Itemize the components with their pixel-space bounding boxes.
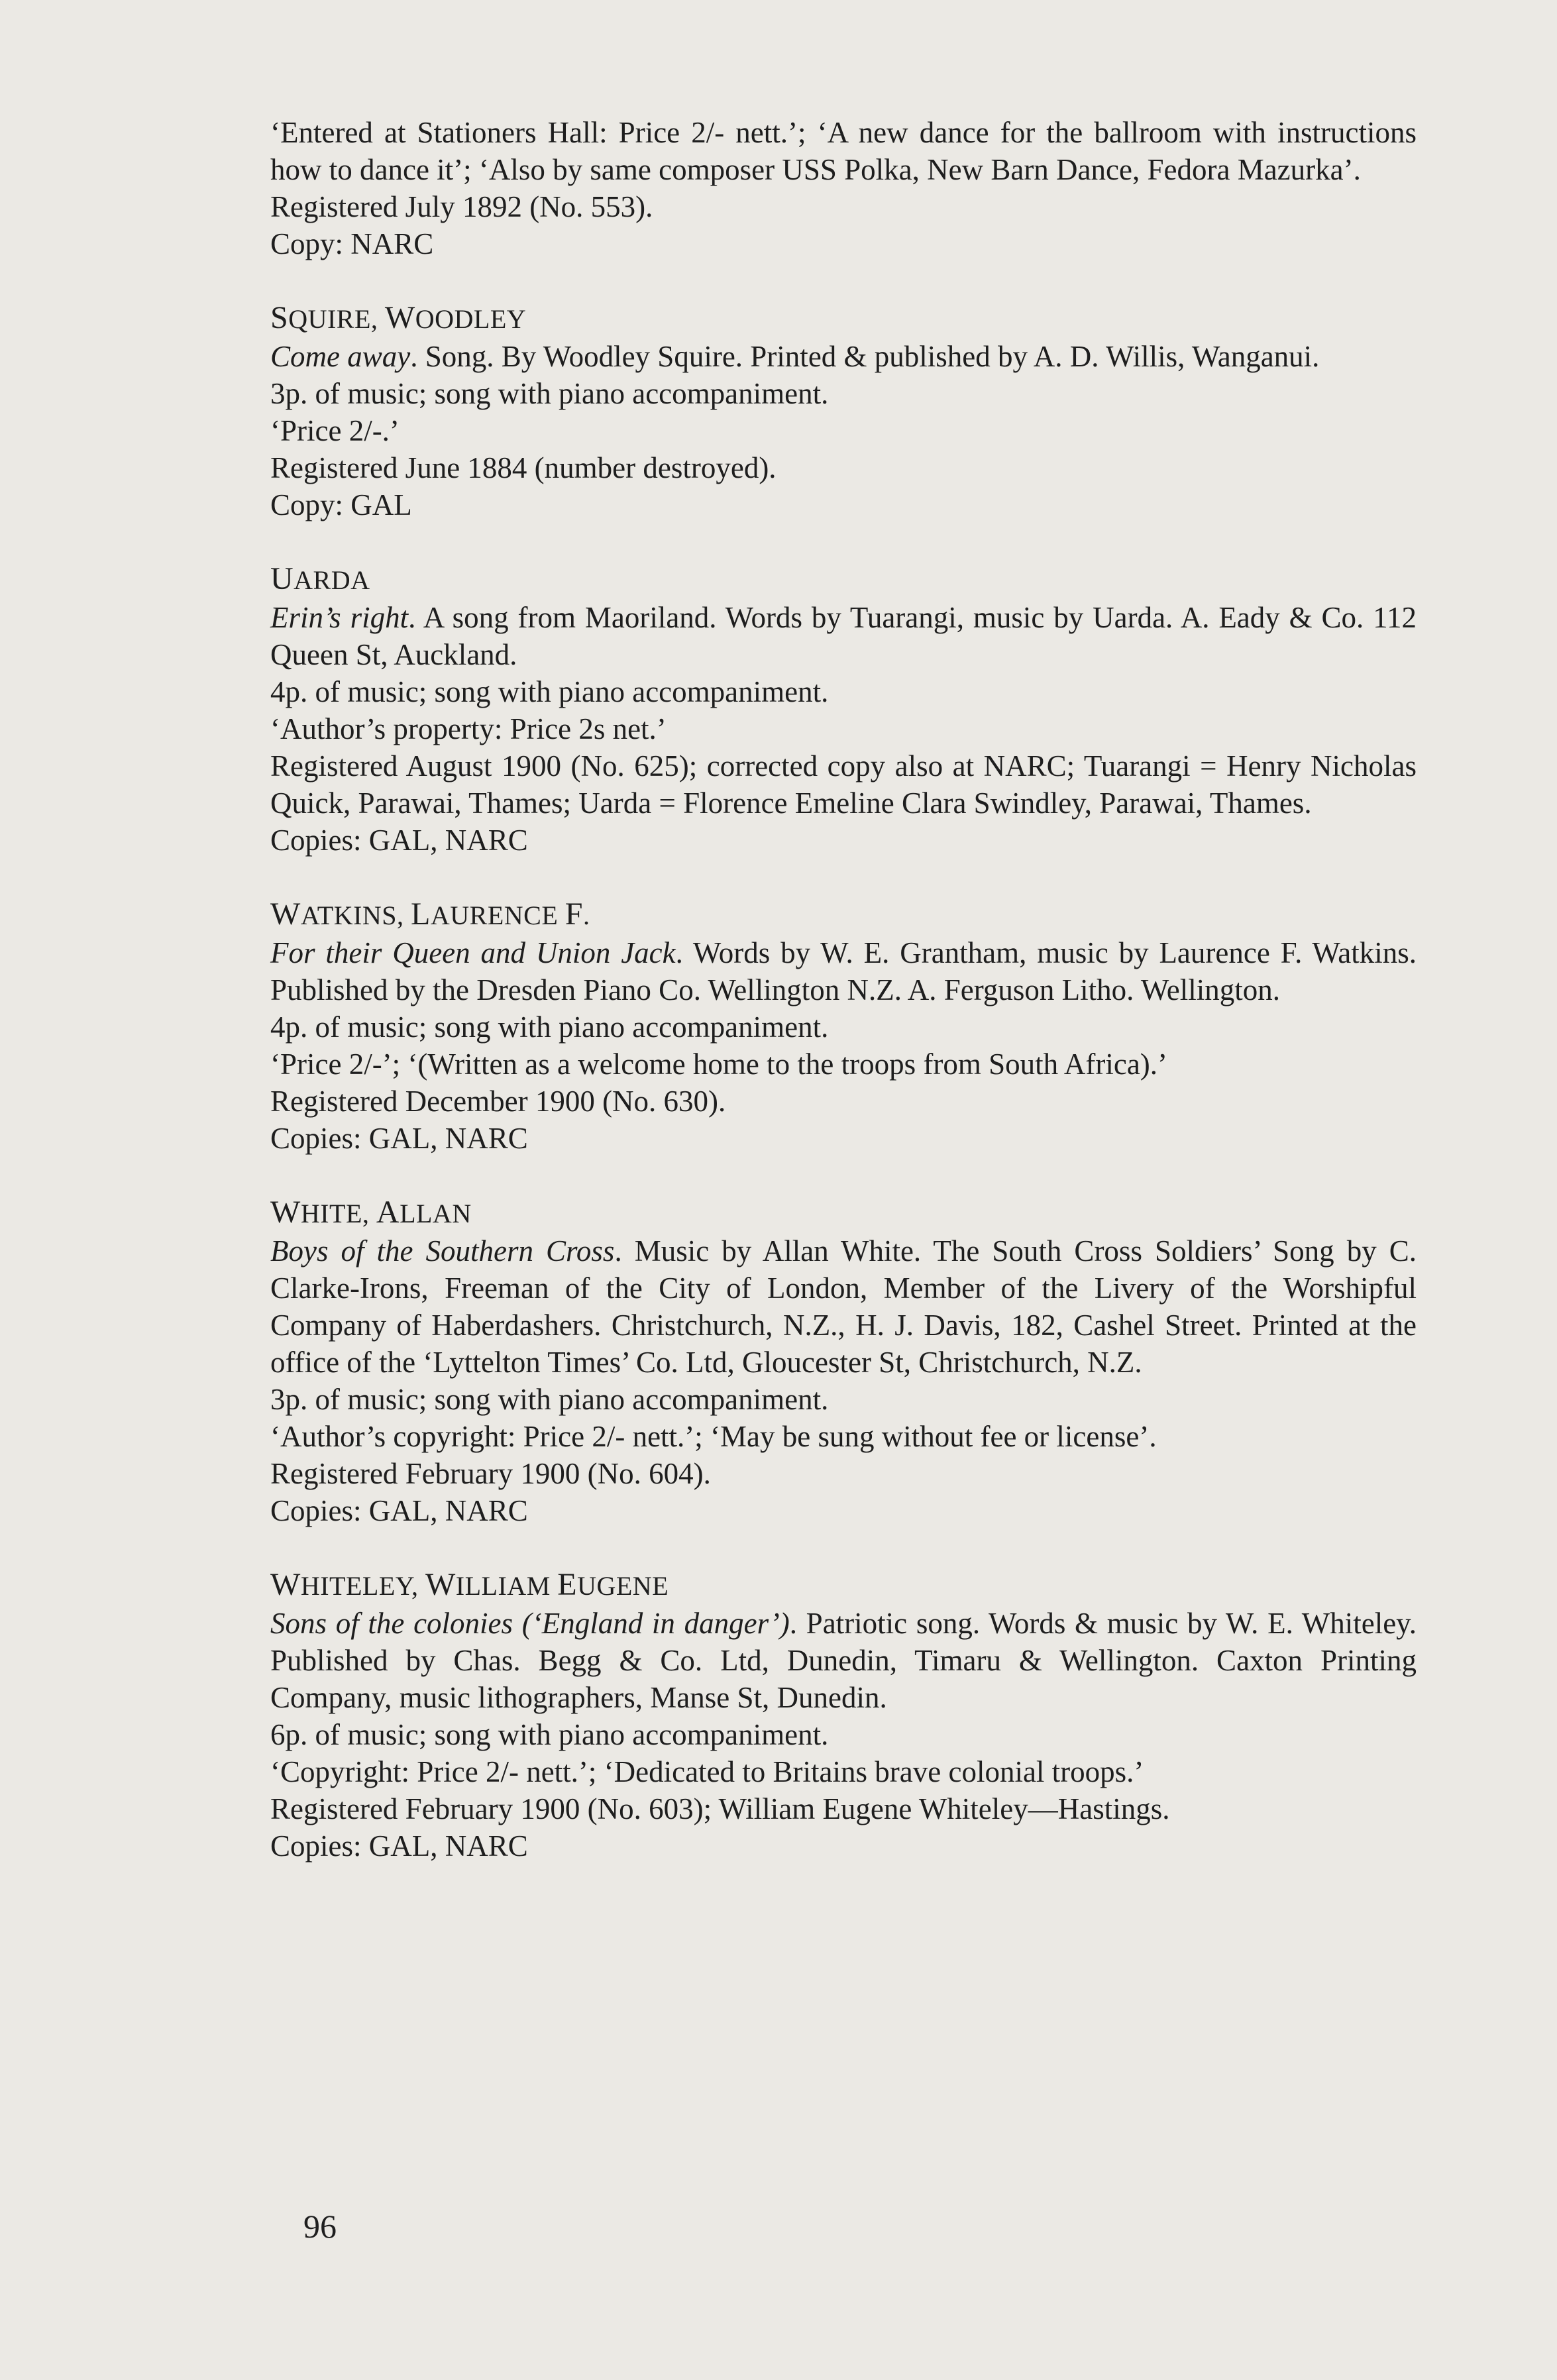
entry-description: Erin’s right. A song from Maoriland. Words by Tuarangi, music by Uarda. A. Eady & Co. 112 Queen St, Auckland.: [270, 601, 1417, 671]
entry-description: Come away. Song. By Woodley Squire. Printed & published by A. D. Willis, Wanganui.: [270, 340, 1320, 373]
entry-copies: Copies: GAL, NARC: [270, 824, 528, 857]
entry-description: Boys of the Southern Cross. Music by Allan White. The South Cross Soldiers’ Song by C. Clarke-Irons, Freeman of the City of London, Member of the Livery of the Worshipful Company of Haberdashers. Christchurch, N.Z., H. J. Davis, 182, Cashel Street. Printed at the office of the ‘Lyttelton Times’ Co. Ltd, Gloucester St, Christchurch, N.Z.: [270, 1234, 1417, 1379]
entry-registration: Registered February 1900 (No. 604).: [270, 1457, 711, 1490]
entry-description: For their Queen and Union Jack. Words by W. E. Grantham, music by Laurence F. Watkins. Published by the Dresden Piano Co. Wellington N.Z. A. Ferguson Litho. Wellington.: [270, 936, 1417, 1006]
composer-heading: WHITELEY, WILLIAM EUGENE: [270, 1567, 669, 1602]
entry-white: [270, 1194, 1417, 1529]
entry-registration: Registered July 1892 (No. 553).: [270, 190, 653, 223]
catalogue-body: [270, 114, 1417, 1865]
song-title: Boys of the Southern Cross: [270, 1234, 615, 1268]
entry-registration: Registered December 1900 (No. 630).: [270, 1085, 726, 1118]
entry-registration: Registered February 1900 (No. 603); William Eugene Whiteley—Hastings.: [270, 1792, 1170, 1825]
entry-copies: Copy: GAL: [270, 488, 412, 521]
entry-price: ‘Copyright: Price 2/- nett.’; ‘Dedicated to Britains brave colonial troops.’: [270, 1755, 1144, 1788]
composer-heading: SQUIRE, WOODLEY: [270, 300, 527, 335]
entry-price: ‘Price 2/-’; ‘(Written as a welcome home to the troops from South Africa).’: [270, 1048, 1168, 1081]
entry-description: Sons of the colonies (‘England in danger’). Patriotic song. Words & music by W. E. Whiteley. Published by Chas. Begg & Co. Ltd, Dunedin, Timaru & Wellington. Caxton Printing Company, music lithographers, Manse St, Dunedin.: [270, 1607, 1417, 1714]
song-title: For their Queen and Union Jack: [270, 936, 676, 969]
composer-heading: UARDA: [270, 561, 370, 596]
entry-continued: [270, 114, 1417, 262]
entry-pages: 4p. of music; song with piano accompaniment.: [270, 675, 829, 708]
entry-copies: Copies: GAL, NARC: [270, 1122, 528, 1155]
entry-price: ‘Author’s property: Price 2s net.’: [270, 712, 667, 745]
page-number: 96: [303, 2208, 337, 2245]
entry-registration: Registered August 1900 (No. 625); corrected copy also at NARC; Tuarangi = Henry Nicholas Quick, Parawai, Thames; Uarda = Florence Emeline Clara Swindley, Parawai, Thames.: [270, 749, 1417, 820]
entry-pages: 6p. of music; song with piano accompaniment.: [270, 1718, 829, 1751]
entry-price: ‘Author’s copyright: Price 2/- nett.’; ‘May be sung without fee or license’.: [270, 1420, 1157, 1453]
song-title: Sons of the colonies (‘England in danger’): [270, 1607, 790, 1640]
song-title: Erin’s right: [270, 601, 409, 634]
entry-copies: Copies: GAL, NARC: [270, 1494, 528, 1527]
entry-note: ‘Entered at Stationers Hall: Price 2/- nett.’; ‘A new dance for the ballroom with instructions how to dance it’; ‘Also by same composer USS Polka, New Barn Dance, Fedora Mazurka’.: [270, 116, 1417, 186]
entry-squire: [270, 299, 1417, 523]
composer-heading: WHITE, ALLAN: [270, 1195, 472, 1230]
entry-copies: Copy: NARC: [270, 227, 434, 260]
entry-pages: 3p. of music; song with piano accompaniment.: [270, 1383, 829, 1416]
entry-whiteley: [270, 1566, 1417, 1865]
entry-copies: Copies: GAL, NARC: [270, 1829, 528, 1863]
song-title: Come away: [270, 340, 411, 373]
entry-pages: 4p. of music; song with piano accompaniment.: [270, 1010, 829, 1044]
entry-pages: 3p. of music; song with piano accompaniment.: [270, 377, 829, 410]
entry-registration: Registered June 1884 (number destroyed).: [270, 451, 777, 484]
entry-watkins: [270, 896, 1417, 1157]
composer-heading: WATKINS, LAURENCE F.: [270, 896, 590, 932]
entry-uarda: [270, 561, 1417, 859]
entry-price: ‘Price 2/-.’: [270, 414, 400, 447]
